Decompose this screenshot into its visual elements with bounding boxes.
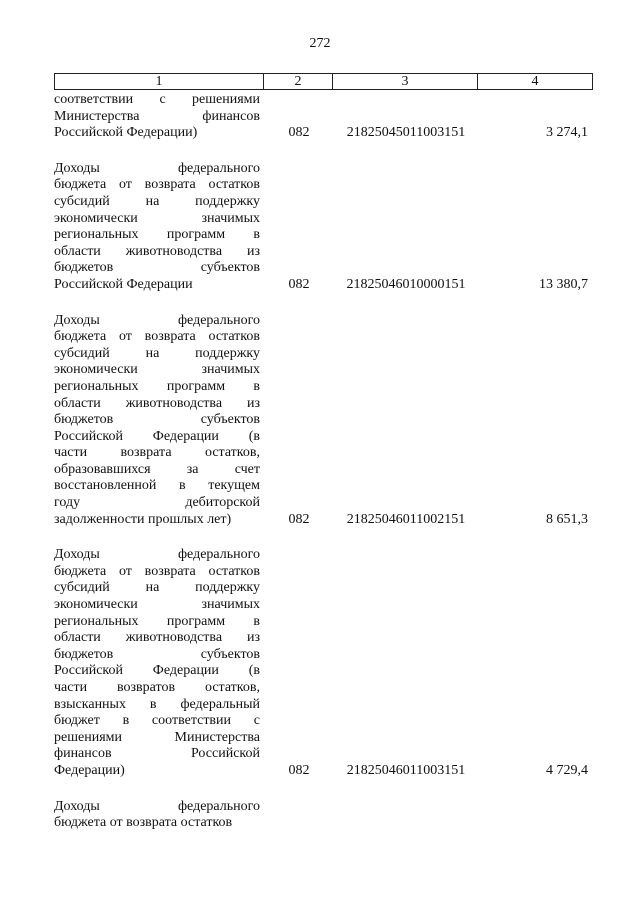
row-budget-code: 21825046011002151	[346, 511, 466, 527]
row-description	[54, 799, 260, 832]
row-description	[54, 161, 260, 294]
table-row	[54, 161, 588, 294]
description-line: решениями Министерства	[54, 729, 260, 745]
row-admin-code: 082	[288, 511, 310, 527]
description-line: экономически значимых	[54, 362, 260, 378]
description-line: бюджета от возврата остатков	[54, 815, 233, 831]
row-budget-code: 21825046011003151	[346, 762, 466, 778]
description-line: области животноводства из	[54, 243, 260, 259]
row-description	[54, 313, 260, 529]
description-line: Доходы федерального	[54, 547, 260, 563]
row-description	[54, 547, 260, 779]
description-line: экономически значимых	[54, 597, 260, 613]
description-line: году дебиторской	[54, 495, 260, 511]
page-number: 272	[309, 36, 331, 51]
row-budget-code: 21825045011003151	[346, 125, 466, 141]
description-line: экономически значимых	[54, 210, 260, 226]
description-line: бюджетов субъектов	[54, 412, 260, 428]
table-body	[54, 92, 588, 832]
row-amount: 13 380,7	[539, 276, 588, 292]
column-header-1: 1	[55, 74, 264, 90]
description-line: Российской Федерации (в	[54, 663, 260, 679]
description-line: области животноводства из	[54, 630, 260, 646]
description-line: субсидий на поддержку	[54, 345, 260, 361]
table-row	[54, 313, 588, 529]
column-header-row	[55, 74, 593, 90]
description-line: Российской Федерации)	[54, 125, 198, 141]
row-admin-code: 082	[288, 125, 310, 141]
column-header-table	[54, 73, 593, 90]
description-line: восстановленной в текущем	[54, 478, 260, 494]
description-line: области животноводства из	[54, 395, 260, 411]
description-line: соответствии с решениями	[54, 92, 260, 107]
row-amount: 3 274,1	[546, 125, 588, 141]
table-row	[54, 92, 588, 142]
table-row	[54, 547, 588, 779]
description-line: бюджета от возврата остатков	[54, 563, 260, 579]
row-admin-code: 082	[288, 276, 310, 292]
description-line: бюджет в соответствии с	[54, 713, 260, 729]
description-line: региональных программ в	[54, 613, 260, 629]
table-row	[54, 799, 588, 832]
description-line: части возвратов остатков,	[54, 680, 260, 695]
description-line: образовавшихся за счет	[54, 461, 260, 477]
description-line: Российской Федерации	[54, 276, 193, 292]
description-line: взысканных в федеральный	[54, 696, 260, 712]
description-line: бюджетов субъектов	[54, 646, 260, 662]
description-line: региональных программ в	[54, 227, 260, 243]
row-admin-code: 082	[288, 762, 310, 778]
description-line: части возврата остатков,	[54, 445, 260, 461]
description-line: Доходы федерального	[54, 312, 260, 328]
column-header-3: 3	[333, 74, 478, 90]
description-line: бюджета от возврата остатков	[54, 177, 260, 193]
description-line: финансов Российской	[54, 746, 260, 762]
description-line: бюджета от возврата остатков	[54, 329, 260, 345]
row-description	[54, 92, 260, 142]
description-line: Министерства финансов	[54, 108, 260, 124]
description-line: бюджетов субъектов	[54, 260, 260, 276]
row-budget-code: 21825046010000151	[346, 276, 466, 292]
description-line: Доходы федерального	[54, 798, 260, 814]
description-line: региональных программ в	[54, 378, 260, 394]
description-line: субсидий на поддержку	[54, 193, 260, 209]
column-header-4: 4	[478, 74, 593, 90]
description-line: Российской Федерации (в	[54, 428, 260, 444]
description-line: Доходы федерального	[54, 160, 260, 176]
row-amount: 8 651,3	[546, 511, 588, 527]
description-line: субсидий на поддержку	[54, 580, 260, 596]
description-line: Федерации)	[54, 762, 125, 778]
description-line: задолженности прошлых лет)	[54, 511, 232, 527]
row-amount: 4 729,4	[546, 762, 588, 778]
column-header-2: 2	[264, 74, 333, 90]
